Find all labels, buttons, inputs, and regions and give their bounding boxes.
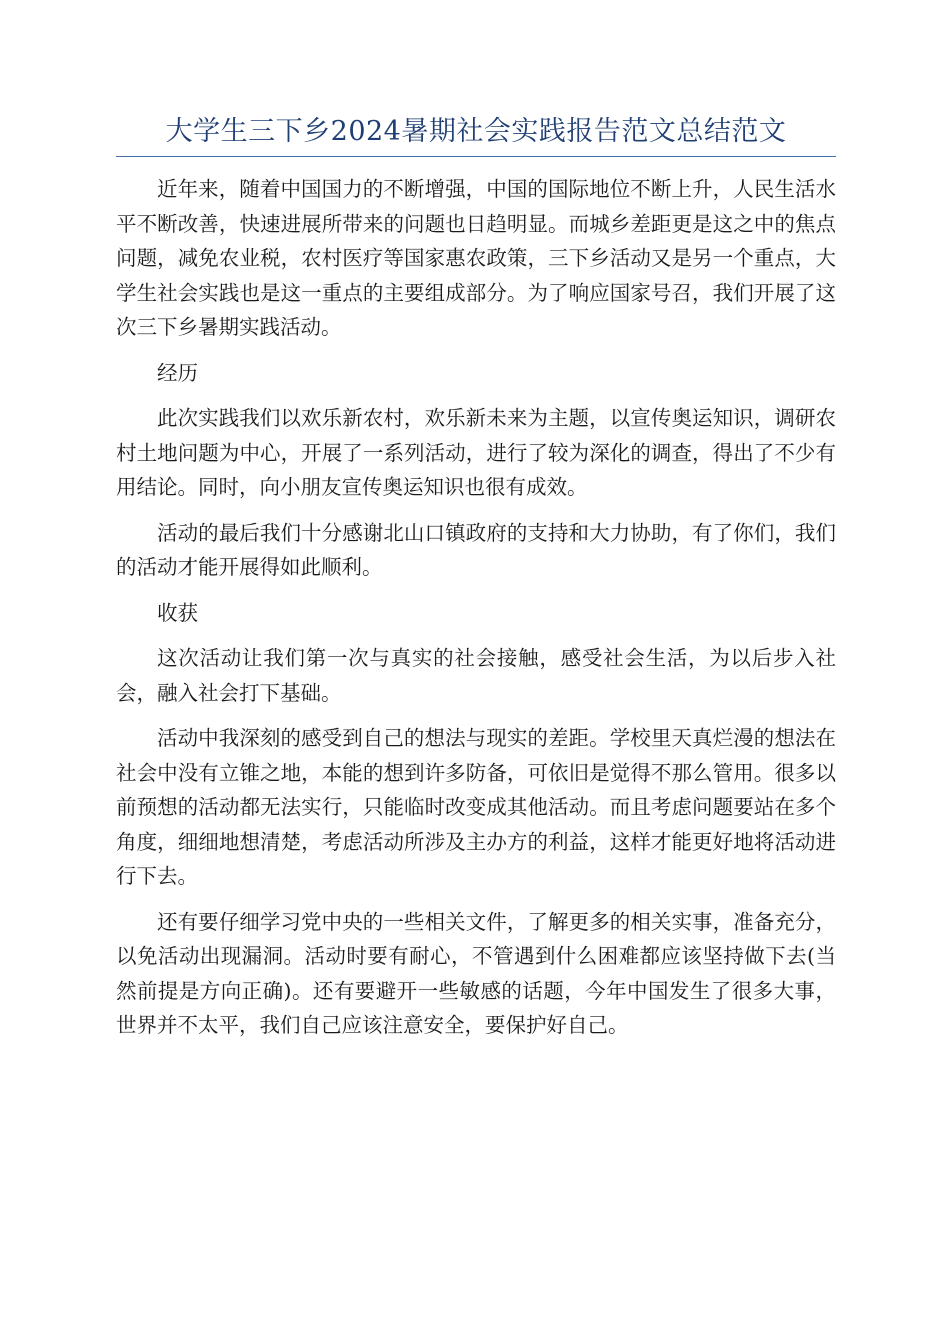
- section-heading-gains: 收获: [157, 600, 198, 625]
- document-title: 大学生三下乡2024暑期社会实践报告范文总结范文: [165, 116, 787, 147]
- document-body: [116, 172, 836, 1054]
- paragraph-experience: 此次实践我们以欢乐新农村，欢乐新未来为主题，以宣传奥运知识，调研农村土地问题为中心，开展了一系列活动，进行了较为深化的调查，得出了不少有用结论。同时，向小朋友宣传奥运知识也很有成效。: [116, 406, 836, 499]
- section-heading-experience: 经历: [157, 360, 198, 385]
- paragraph-gains-2: 活动中我深刻的感受到自己的想法与现实的差距。学校里天真烂漫的想法在社会中没有立锥之地，本能的想到许多防备，可依旧是觉得不那么管用。很多以前预想的活动都无法实行，只能临时改变成其他活动。而且考虑问题要站在多个角度，细细地想清楚，考虑活动所涉及主办方的利益，这样才能更好地将活动进行下去。: [116, 726, 836, 888]
- paragraph-thanks: 活动的最后我们十分感谢北山口镇政府的支持和大力协助，有了你们，我们的活动才能开展得如此顺利。: [116, 520, 836, 579]
- paragraph-intro: 近年来，随着中国国力的不断增强，中国的国际地位不断上升，人民生活水平不断改善，快速进展所带来的问题也日趋明显。而城乡差距更是这之中的焦点问题，减免农业税，农村医疗等国家惠农政策，三下乡活动又是另一个重点，大学生社会实践也是这一重点的主要组成部分。为了响应国家号召，我们开展了这次三下乡暑期实践活动。: [116, 177, 836, 339]
- paragraph-gains-1: 这次活动让我们第一次与真实的社会接触，感受社会生活，为以后步入社会，融入社会打下基础。: [116, 646, 836, 705]
- title-block: [116, 112, 836, 157]
- paragraph-gains-3: 还有要仔细学习党中央的一些相关文件，了解更多的相关实事，准备充分，以免活动出现漏洞。活动时要有耐心，不管遇到什么困难都应该坚持做下去(当然前提是方向正确)。还有要避开一些敏感的话题，今年中国发生了很多大事，世界并不太平，我们自己应该注意安全，要保护好自己。: [116, 909, 836, 1037]
